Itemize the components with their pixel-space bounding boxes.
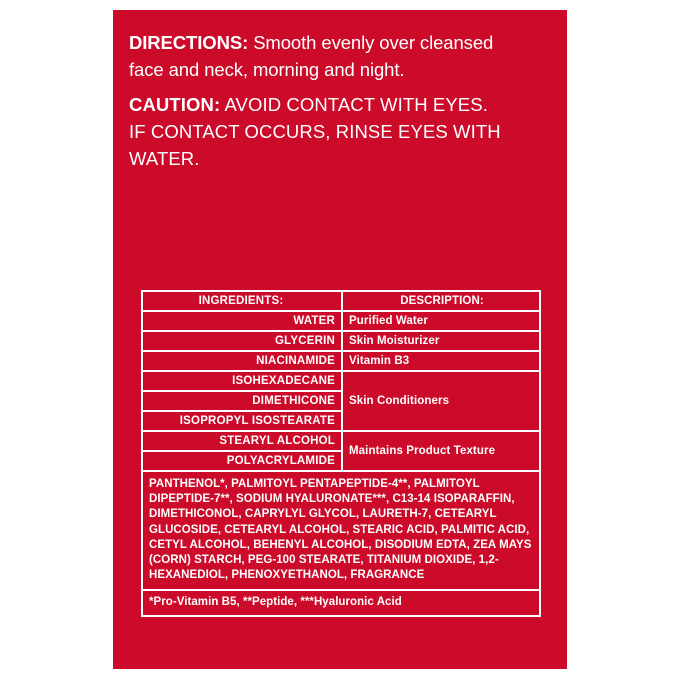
ingredient-name: WATER: [143, 312, 343, 330]
table-row: [143, 312, 539, 332]
caution-lead: CAUTION:: [129, 94, 221, 115]
ingredient-description: Skin Conditioners: [349, 395, 450, 407]
ingredient-name: STEARYL ALCOHOL: [143, 432, 341, 452]
product-label-panel: [113, 10, 567, 669]
ingredient-description: Purified Water: [349, 315, 428, 327]
ingredient-name: ISOHEXADECANE: [143, 372, 341, 392]
ingredient-description: Vitamin B3: [349, 355, 410, 367]
ingredients-table: [141, 290, 541, 617]
caution-line-3: WATER.: [129, 148, 200, 169]
table-group-row: [143, 432, 539, 472]
directions-section: [129, 30, 553, 173]
ingredient-name: NIACINAMIDE: [143, 352, 343, 370]
table-group-row: [143, 372, 539, 432]
ingredient-name-group: [143, 372, 343, 430]
header-description: DESCRIPTION:: [400, 295, 484, 307]
caution-line-1: [129, 92, 553, 117]
footnotes-text: *Pro-Vitamin B5, **Peptide, ***Hyaluronic Acid: [149, 596, 402, 609]
caution-text-1: AVOID CONTACT WITH EYES.: [220, 94, 488, 115]
table-header-row: [143, 292, 539, 312]
table-row: [143, 332, 539, 352]
other-ingredients-text: PANTHENOL*, PALMITOYL PENTAPEPTIDE-4**, PALMITOYL DIPEPTIDE-7**, SODIUM HYALURONATE***, C13-14 ISOPARAFFIN, DIMETHICONOL, CAPRYLYL GLYCOL, LAURETH-7, CETEARYL GLUCOSIDE, CETEARYL ALCOHOL, STEARIC ACID, PALMITIC ACID, CETYL ALCOHOL, BEHENYL ALCOHOL, DISODIUM EDTA, ZEA MAYS (CORN) STARCH, PEG-100 STEARATE, TITANIUM DIOXIDE, 1,2-HEXANEDIOL, PHENOXYETHANOL, FRAGRANCE: [143, 472, 539, 591]
directions-line-2: face and neck, morning and night.: [129, 59, 405, 80]
header-ingredients: INGREDIENTS:: [143, 292, 343, 310]
directions-text-1: Smooth evenly over cleansed: [248, 32, 494, 53]
caution-section: [129, 92, 553, 171]
ingredient-name: POLYACRYLAMIDE: [226, 455, 335, 467]
ingredient-name: GLYCERIN: [143, 332, 343, 350]
ingredient-name: ISOPROPYL ISOSTEARATE: [179, 415, 335, 427]
table-row: [143, 352, 539, 372]
caution-line-2: IF CONTACT OCCURS, RINSE EYES WITH: [129, 121, 501, 142]
ingredient-description: Maintains Product Texture: [349, 445, 496, 457]
ingredient-description: Skin Moisturizer: [349, 335, 440, 347]
ingredient-name: DIMETHICONE: [143, 392, 341, 412]
directions-lead: DIRECTIONS:: [129, 32, 249, 53]
ingredient-name-group: [143, 432, 343, 470]
directions-line-1: [129, 30, 553, 55]
